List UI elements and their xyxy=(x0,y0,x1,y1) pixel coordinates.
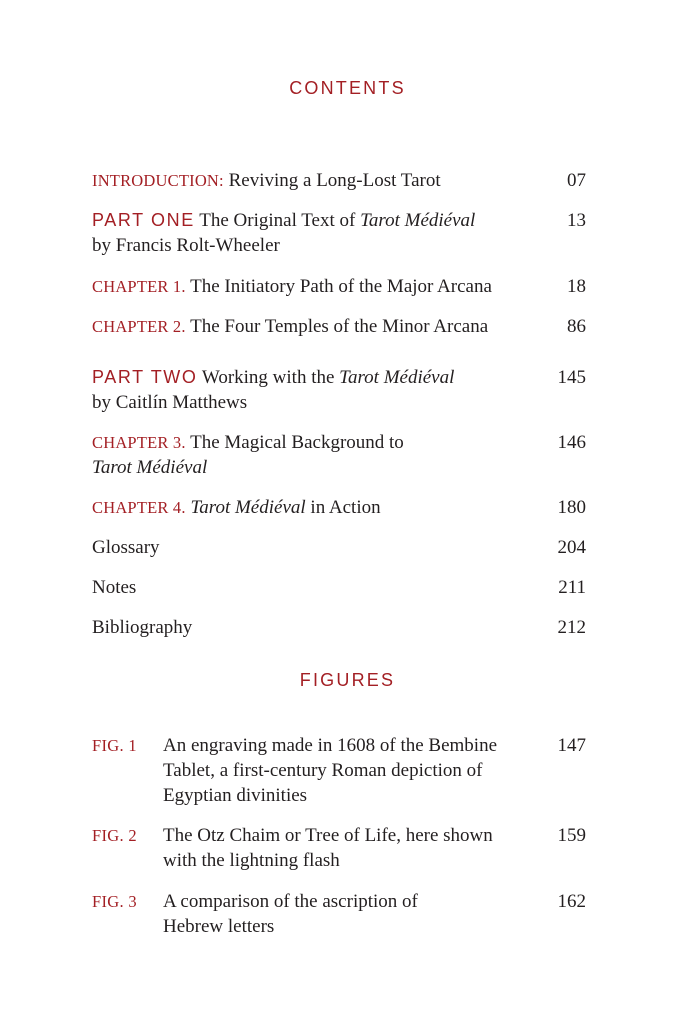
toc-entry-title-italic: Tarot Médiéval xyxy=(339,367,455,388)
figure-caption: The Otz Chaim or Tree of Life, here shown with the lightning flash xyxy=(163,825,493,871)
toc-entry-notes[interactable] xyxy=(92,575,586,600)
toc-entry-glossary[interactable] xyxy=(92,535,586,560)
toc-entry-introduction[interactable] xyxy=(92,168,586,193)
figure-caption: An engraving made in 1608 of the Bembine Tablet, a first-century Roman depiction of Egyptian divinities xyxy=(163,735,498,806)
figure-label: FIG. 2 xyxy=(92,826,137,845)
toc-entry-label: PART ONE xyxy=(92,210,195,230)
toc-entry-page: 180 xyxy=(557,497,586,518)
toc-entry-page: 204 xyxy=(557,537,586,558)
toc-entry-title: Working with the xyxy=(201,367,340,388)
toc-entry-page: 07 xyxy=(567,170,586,191)
toc-entry-label: CHAPTER 1. xyxy=(92,277,186,296)
figure-entry-1[interactable] xyxy=(92,733,586,808)
toc-entry-chapter-1[interactable] xyxy=(92,274,586,299)
toc-entry-title: The Four Temples of the Minor Arcana xyxy=(190,316,489,337)
toc-entry-label: PART TWO xyxy=(92,367,198,387)
toc-entry-chapter-4[interactable] xyxy=(92,495,586,520)
contents-heading: CONTENTS xyxy=(289,78,406,98)
toc-entry-page: 212 xyxy=(557,617,586,638)
toc-entry-label: CHAPTER 4. xyxy=(92,498,186,517)
toc-entry-bibliography[interactable] xyxy=(92,615,586,640)
toc-entry-title: The Original Text of xyxy=(199,210,361,231)
toc-entry-chapter-3[interactable] xyxy=(92,430,586,480)
figures-heading: FIGURES xyxy=(299,670,396,690)
toc-entry-author: by Francis Rolt-Wheeler xyxy=(92,235,280,256)
toc-entry-title: Bibliography xyxy=(92,617,193,638)
figure-label: FIG. 3 xyxy=(92,892,137,911)
figure-caption: A comparison of the ascription of Hebrew letters xyxy=(163,891,418,937)
toc-entry-page: 18 xyxy=(567,276,586,297)
figure-label: FIG. 1 xyxy=(92,736,137,755)
toc-entry-title: in Action xyxy=(305,497,381,518)
figure-entry-2[interactable] xyxy=(92,823,586,873)
toc-entry-page: 211 xyxy=(558,577,586,598)
toc-entry-title: The Magical Background to xyxy=(190,432,404,453)
figure-page: 159 xyxy=(557,825,586,846)
toc-entry-label: CHAPTER 3. xyxy=(92,433,186,452)
toc-entry-title: Reviving a Long-Lost Tarot xyxy=(228,170,441,191)
toc-entry-page: 86 xyxy=(567,316,586,337)
toc-entry-page: 13 xyxy=(567,210,586,231)
toc-entry-chapter-2[interactable] xyxy=(92,314,586,339)
figure-page: 147 xyxy=(557,735,586,756)
toc-entry-label: INTRODUCTION: xyxy=(92,171,224,190)
toc-entry-part-one[interactable] xyxy=(92,208,586,258)
toc-entry-title-italic: Tarot Médiéval xyxy=(92,457,208,478)
toc-entry-title: Notes xyxy=(92,577,137,598)
figure-entry-3[interactable] xyxy=(92,889,586,939)
toc-entry-page: 146 xyxy=(557,432,586,453)
toc-entry-part-two[interactable] xyxy=(92,365,586,415)
toc-entry-title-italic: Tarot Médiéval xyxy=(190,497,306,518)
toc-entry-title: The Initiatory Path of the Major Arcana xyxy=(190,276,492,297)
toc-entry-title-italic: Tarot Médiéval xyxy=(360,210,476,231)
toc-entry-title: Glossary xyxy=(92,537,160,558)
toc-entry-author: by Caitlín Matthews xyxy=(92,392,248,413)
toc-entry-page: 145 xyxy=(557,367,586,388)
figure-page: 162 xyxy=(557,891,586,912)
toc-entry-label: CHAPTER 2. xyxy=(92,317,186,336)
